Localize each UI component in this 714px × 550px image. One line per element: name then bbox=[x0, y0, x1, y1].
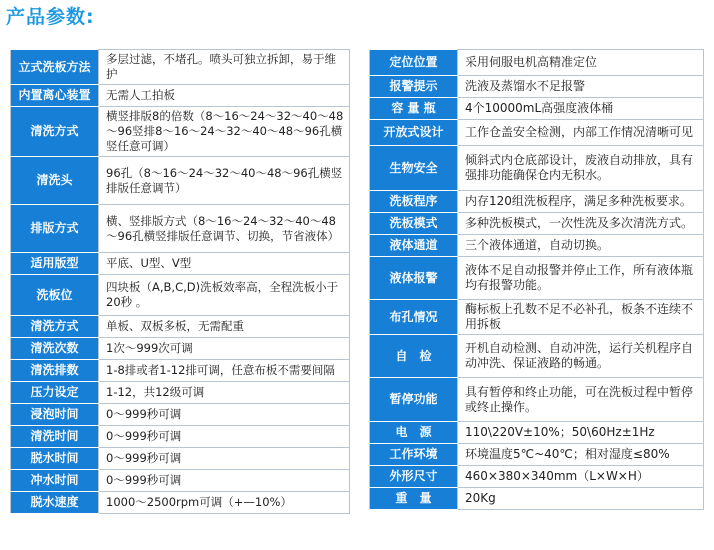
spec-row bbox=[11, 205, 350, 253]
spec-key: 浸泡时间 bbox=[11, 404, 99, 426]
spec-row bbox=[370, 191, 704, 213]
spec-key: 生物安全 bbox=[370, 146, 458, 191]
spec-key: 立式洗板方法 bbox=[11, 50, 99, 85]
spec-row bbox=[11, 316, 350, 338]
spec-row bbox=[370, 50, 704, 76]
right-spec-table bbox=[369, 49, 704, 510]
spec-value: 工作仓盖安全检测，内部工作情况清晰可见 bbox=[458, 120, 704, 146]
spec-key: 清洗排数 bbox=[11, 360, 99, 382]
spec-row bbox=[11, 253, 350, 275]
spec-value: 洗液及蒸馏水不足报警 bbox=[458, 76, 704, 98]
spec-row bbox=[370, 444, 704, 466]
spec-key: 清洗时间 bbox=[11, 426, 99, 448]
spec-row bbox=[11, 107, 350, 157]
spec-key: 电 源 bbox=[370, 422, 458, 444]
spec-row bbox=[370, 213, 704, 235]
spec-value: 无需人工拍板 bbox=[99, 85, 350, 107]
spec-key: 重 量 bbox=[370, 488, 458, 510]
spec-value: 单板、双板多板，无需配重 bbox=[99, 316, 350, 338]
spec-value: 4个10000mL高强度液体桶 bbox=[458, 98, 704, 120]
spec-key: 暂停功能 bbox=[370, 378, 458, 422]
spec-row bbox=[11, 275, 350, 316]
spec-key: 脱水时间 bbox=[11, 448, 99, 470]
spec-key: 自 检 bbox=[370, 335, 458, 378]
spec-row bbox=[11, 382, 350, 404]
spec-key: 定位位置 bbox=[370, 50, 458, 76]
spec-value: 平底、U型、V型 bbox=[99, 253, 350, 275]
spec-value: 采用伺服电机高精准定位 bbox=[458, 50, 704, 76]
spec-row bbox=[370, 120, 704, 146]
spec-value: 开机自动检测、自动冲洗，运行关机程序自动冲洗、保证液路的畅通。 bbox=[458, 335, 704, 378]
spec-key: 清洗方式 bbox=[11, 316, 99, 338]
spec-row bbox=[11, 338, 350, 360]
spec-value: 0～999秒可调 bbox=[99, 470, 350, 492]
spec-value: 多种洗板模式，一次性洗及多次清洗方式。 bbox=[458, 213, 704, 235]
spec-row bbox=[11, 470, 350, 492]
spec-row bbox=[11, 157, 350, 205]
spec-value: 三个液体通道，自动切换。 bbox=[458, 235, 704, 257]
spec-value: 96孔（8～16～24～32～40～48～96孔横竖排版任意调节） bbox=[99, 157, 350, 205]
spec-value: 20Kg bbox=[458, 488, 704, 510]
spec-key: 容 量 瓶 bbox=[370, 98, 458, 120]
spec-key: 压力设定 bbox=[11, 382, 99, 404]
spec-row bbox=[370, 422, 704, 444]
spec-key: 洗板模式 bbox=[370, 213, 458, 235]
spec-value: 0～999秒可调 bbox=[99, 404, 350, 426]
spec-key: 清洗头 bbox=[11, 157, 99, 205]
spec-row bbox=[370, 76, 704, 98]
left-spec-table bbox=[10, 49, 350, 514]
spec-row bbox=[370, 257, 704, 300]
spec-value: 1-8排或者1-12排可调，任意布板不需要间隔 bbox=[99, 360, 350, 382]
spec-row bbox=[370, 146, 704, 191]
spec-key: 清洗方式 bbox=[11, 107, 99, 157]
spec-key: 报警提示 bbox=[370, 76, 458, 98]
spec-row bbox=[11, 85, 350, 107]
spec-row bbox=[370, 335, 704, 378]
spec-key: 工作环境 bbox=[370, 444, 458, 466]
spec-key: 开放式设计 bbox=[370, 120, 458, 146]
spec-value: 具有暂停和终止功能，可在洗板过程中暂停或终止操作。 bbox=[458, 378, 704, 422]
spec-key: 液体通道 bbox=[370, 235, 458, 257]
spec-value: 0～999秒可调 bbox=[99, 448, 350, 470]
spec-value: 1-12，共12级可调 bbox=[99, 382, 350, 404]
spec-value: 460×380×340mm（L×W×H） bbox=[458, 466, 704, 488]
spec-row bbox=[11, 360, 350, 382]
spec-key: 洗板位 bbox=[11, 275, 99, 316]
spec-key: 适用版型 bbox=[11, 253, 99, 275]
spec-value: 液体不足自动报警并停止工作，所有液体瓶均有报警功能。 bbox=[458, 257, 704, 300]
spec-row bbox=[370, 466, 704, 488]
spec-value: 1000～2500rpm可调（+—10%） bbox=[99, 492, 350, 514]
spec-row bbox=[11, 50, 350, 85]
spec-value: 环境温度5℃~40℃；相对湿度≤80% bbox=[458, 444, 704, 466]
spec-key: 内置离心装置 bbox=[11, 85, 99, 107]
spec-key: 液体报警 bbox=[370, 257, 458, 300]
spec-value: 内存120组洗板程序，满足多种洗板要求。 bbox=[458, 191, 704, 213]
spec-row bbox=[11, 404, 350, 426]
spec-row bbox=[11, 426, 350, 448]
spec-value: 横竖排版8的倍数（8～16～24～32～40～48～96竖排8～16～24～32～40～48～96孔横竖任意可调） bbox=[99, 107, 350, 157]
spec-key: 清洗次数 bbox=[11, 338, 99, 360]
spec-key: 冲水时间 bbox=[11, 470, 99, 492]
spec-row bbox=[11, 492, 350, 514]
spec-value: 0～999秒可调 bbox=[99, 426, 350, 448]
spec-value: 倾斜式内仓底部设计，废液自动排放，具有强排功能确保仓内无积水。 bbox=[458, 146, 704, 191]
spec-value: 110\220V±10%；50\60Hz±1Hz bbox=[458, 422, 704, 444]
page-title: 产品参数: bbox=[6, 6, 95, 28]
spec-key: 洗板程序 bbox=[370, 191, 458, 213]
spec-value: 四块板（A,B,C,D)洗板效率高，全程洗板小于20秒 。 bbox=[99, 275, 350, 316]
spec-value: 横、竖排版方式（8～16～24～32～40～48～96孔横竖排版任意调节、切换，节省液体） bbox=[99, 205, 350, 253]
spec-value: 多层过滤，不堵孔。喷头可独立拆卸，易于维护 bbox=[99, 50, 350, 85]
spec-value: 酶标板上孔数不足不必补孔，板条不连续不用拆板 bbox=[458, 300, 704, 335]
spec-key: 布孔情况 bbox=[370, 300, 458, 335]
spec-row bbox=[370, 235, 704, 257]
spec-row bbox=[11, 448, 350, 470]
spec-key: 排版方式 bbox=[11, 205, 99, 253]
spec-row bbox=[370, 488, 704, 510]
spec-key: 脱水速度 bbox=[11, 492, 99, 514]
spec-row bbox=[370, 98, 704, 120]
spec-row bbox=[370, 300, 704, 335]
spec-key: 外形尺寸 bbox=[370, 466, 458, 488]
spec-row bbox=[370, 378, 704, 422]
spec-value: 1次～999次可调 bbox=[99, 338, 350, 360]
